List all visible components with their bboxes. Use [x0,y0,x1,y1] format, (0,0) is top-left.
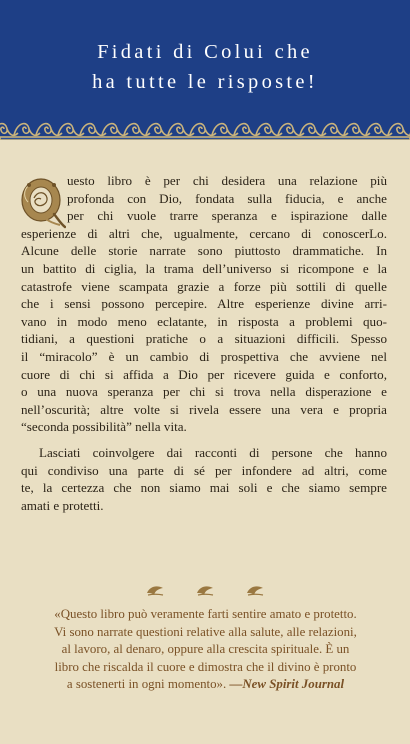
text-line: catastrofe viene scampata grazie a forze più sottili di quelle [21,278,387,294]
quote-line: Vi sono narrate questioni relative alla salute, alle relazioni, [54,624,357,639]
header-banner [0,0,410,118]
header-title-line1: Fidati di Colui che [97,41,313,63]
text-line: nell’oscurità; altre volte si rivela essere una vera e propria [21,401,387,417]
text-line: qui condiviso una parte di sé per infondere ad altri, come [21,462,387,478]
leaf-flourish-icon [245,583,265,597]
leaf-flourish-icon [145,583,165,597]
scroll-ornament-icon [0,118,410,140]
quote-line: «Questo libro può veramente farti sentire amato e protetto. [54,607,357,621]
leaf-flourish-icon [195,583,215,597]
paragraph-1 [21,172,387,436]
quote-source: —New Spirit Journal [229,677,345,691]
text-line: vano in modo meno eclatante, in risposta a problemi quo- [21,313,387,329]
review-quote [11,606,400,694]
text-line: che i sensi possono percepire. Altre esperienze divine arri- [21,296,387,312]
description-text [21,172,387,514]
paragraph-2 [21,444,387,514]
text-line: Lasciati coinvolgere dai racconti di persone che hanno [39,444,387,460]
text-line: profonda con Dio, fondata sulla fiducia, e anche [67,190,387,206]
quote-line: al lavoro, al denaro, oppure alla crescita spirituale. È un [61,642,350,656]
quote-line: libro che riscalda il cuore e dimostra che il divino è pronto [54,659,357,674]
quote-last-line [11,676,400,694]
text-line: un battito di ciglia, la trama dell’universo si ricompone e la [21,260,387,276]
text-line: tidiani, a questioni pratiche o a situazioni difficili. Spesso [21,331,387,347]
text-line: per chi vuole trarre speranza e ispirazione dalle [67,208,387,224]
quote-line: a sostenerti in ogni momento». [66,677,227,691]
text-line: il “miracolo” è un cambio di prospettiva che avviene nel [21,348,387,364]
text-line: esperienze di altri che, ugualmente, cercano di conoscerLo. [21,225,387,241]
text-line: “seconda possibilità” nella vita. [21,419,187,435]
flourish-divider [0,583,410,603]
text-line: te, la certezza che non siamo mai soli e che siamo sempre [21,480,387,496]
ornament-base [0,137,410,140]
header-title-line2: ha tutte le risposte! [92,71,318,93]
text-line: amati e protetti. [21,497,104,513]
text-line: uesto libro è per chi desidera una relazione più [67,173,387,188]
text-line: cuore di chi si affida a Dio per ricevere guida e conforto, [21,366,387,382]
scroll-ornament-strip [0,118,410,140]
text-line: Alcune delle storie narrate sono piuttosto drammatiche. In [21,243,387,259]
text-line: o una nuova speranza per chi si trova nella disperazione e [21,384,387,400]
